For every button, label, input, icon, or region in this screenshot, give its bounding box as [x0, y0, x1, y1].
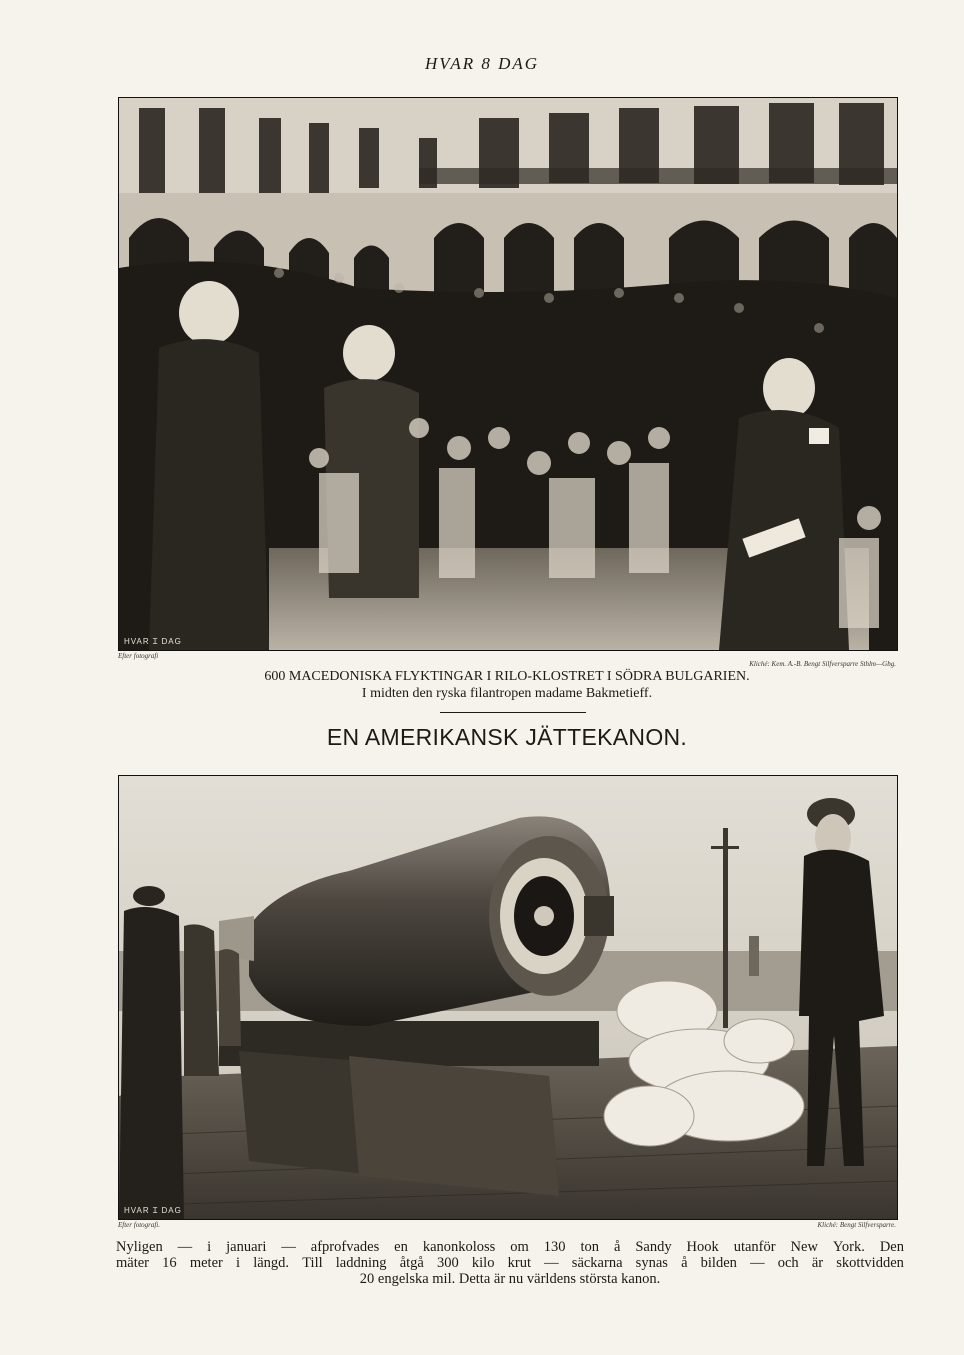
- article-word: utanför: [733, 1239, 776, 1255]
- section-title: EN AMERIKANSK JÄTTEKANON.: [326, 724, 688, 750]
- photo-credit-right: Kliché: Kem. A.-B. Bengt Silfversparre Sthlm—Gbg.: [749, 660, 896, 668]
- article-word: laddning: [335, 1255, 387, 1271]
- article-word: om: [510, 1239, 529, 1255]
- article-word: längd.: [253, 1255, 290, 1271]
- photo-credit-right: Kliché: Bengt Silfversparre.: [817, 1221, 896, 1229]
- article-word: och: [777, 1255, 799, 1271]
- article-word: —: [544, 1255, 559, 1271]
- article-word: —: [281, 1239, 296, 1255]
- cannon-photo: [118, 775, 898, 1220]
- article-word: å: [613, 1239, 621, 1255]
- article-word: skottvidden: [836, 1255, 904, 1271]
- photo-watermark: HVAR Ɪ DAG: [124, 637, 182, 646]
- article-word: 130: [543, 1239, 566, 1255]
- photo-credit-left: Efter fotografi.: [118, 1221, 160, 1229]
- article-word: Den: [879, 1239, 904, 1255]
- article-line: 20 engelska mil. Detta är nu världens största kanon.: [359, 1271, 661, 1287]
- article-word: å: [681, 1255, 688, 1271]
- photo-credit-left: Efter fotografi: [118, 652, 159, 660]
- article-word: Nyligen: [116, 1239, 163, 1255]
- refugees-photo-image: [119, 98, 897, 650]
- refugees-photo: [118, 97, 898, 651]
- article-word: bilden: [700, 1255, 737, 1271]
- article-word: januari: [226, 1239, 267, 1255]
- article-word: Hook: [686, 1239, 719, 1255]
- article-word: 16: [162, 1255, 177, 1271]
- article-word: Till: [302, 1255, 323, 1271]
- article-word: säckarna: [571, 1255, 623, 1271]
- article-word: mäter: [116, 1255, 150, 1271]
- caption-headline: 600 MACEDONISKA FLYKTINGAR I RILO-KLOSTRET I SÖDRA BULGARIEN.: [264, 669, 750, 684]
- article-word: —: [177, 1239, 193, 1255]
- article-word: synas: [635, 1255, 668, 1271]
- article-word: i: [236, 1255, 241, 1271]
- article-word: kanonkoloss: [422, 1239, 496, 1255]
- caption-subline: I midten den ryska filantropen madame Bakmetieff.: [361, 686, 653, 701]
- article-word: kilo: [471, 1255, 495, 1271]
- article-line: [116, 1239, 904, 1255]
- article-word: —: [750, 1255, 765, 1271]
- article-word: 300: [437, 1255, 459, 1271]
- photo-watermark: HVAR Ɪ DAG: [124, 1206, 182, 1215]
- article-word: är: [811, 1255, 824, 1271]
- article-word: York.: [832, 1239, 865, 1255]
- article-word: New: [790, 1239, 818, 1255]
- article-word: Sandy: [635, 1239, 672, 1255]
- cannon-photo-image: [119, 776, 897, 1219]
- article-word: ton: [580, 1239, 599, 1255]
- masthead: HVAR 8 DAG: [424, 54, 540, 73]
- article-word: i: [207, 1239, 212, 1255]
- article-text: [116, 1239, 904, 1287]
- article-line: [116, 1255, 904, 1271]
- section-divider: [440, 712, 586, 713]
- article-word: en: [394, 1239, 408, 1255]
- article-word: meter: [189, 1255, 223, 1271]
- article-word: krut: [507, 1255, 531, 1271]
- refugees-caption: [118, 668, 896, 702]
- article-word: afprofvades: [310, 1239, 380, 1255]
- article-word: åtgå: [399, 1255, 424, 1271]
